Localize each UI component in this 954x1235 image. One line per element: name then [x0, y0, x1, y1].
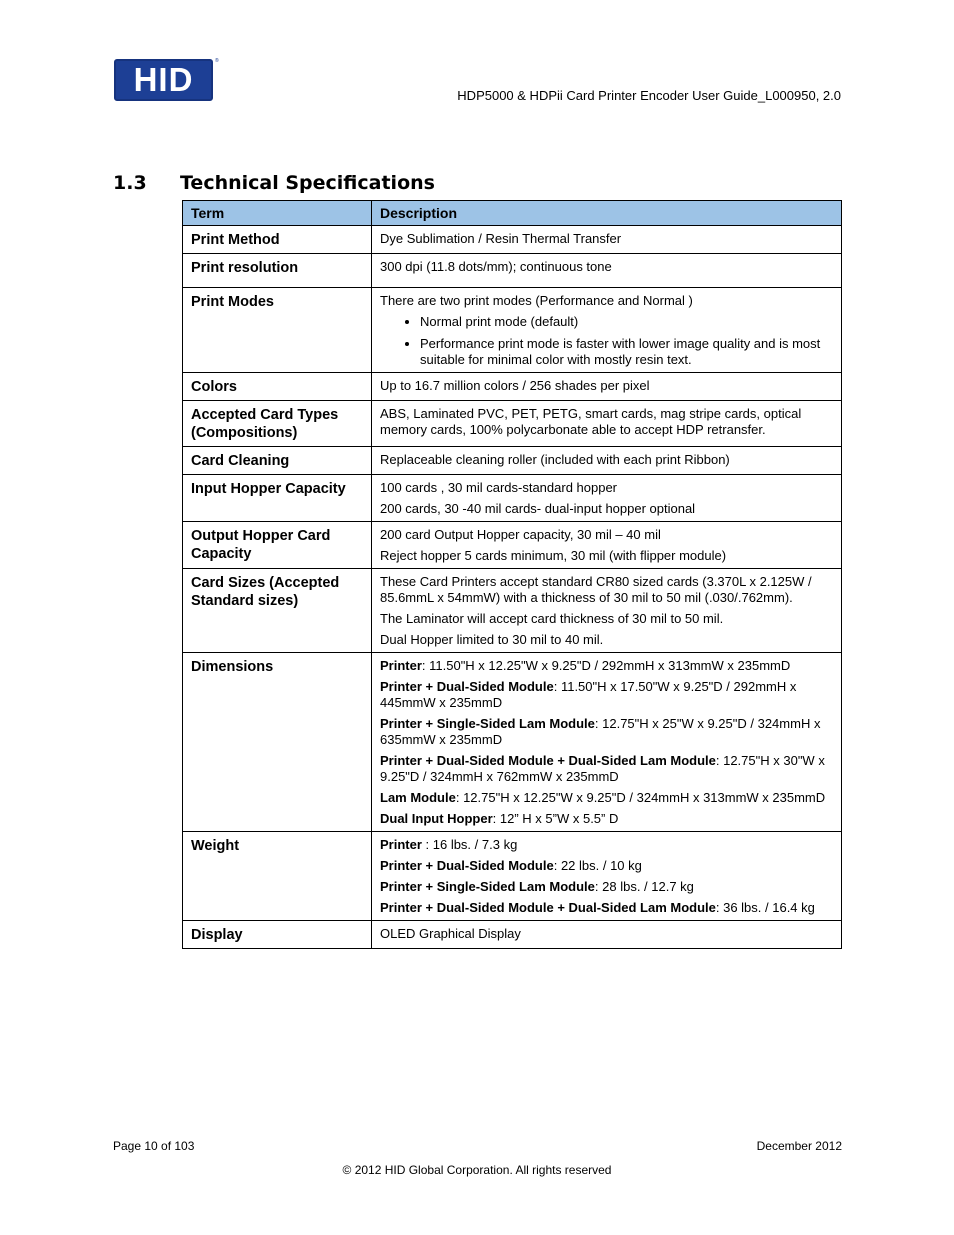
spec-item [380, 790, 833, 806]
page-number: Page 10 of 103 [113, 1139, 195, 1153]
spec-value: : 22 lbs. / 10 kg [553, 858, 642, 873]
description-cell: OLED Graphical Display [372, 921, 842, 949]
description-cell [372, 522, 842, 569]
description-cell [372, 569, 842, 653]
spec-label: Printer + Single-Sided Lam Module [380, 716, 595, 731]
spec-value: : 12” H x 5”W x 5.5” D [492, 811, 619, 826]
spec-item [380, 858, 833, 874]
term-cell: Card Sizes (Accepted Standard sizes) [183, 569, 372, 653]
term-cell: Output Hopper Card Capacity [183, 522, 372, 569]
table-row [183, 447, 842, 475]
spec-label: Printer [380, 837, 422, 852]
term-cell: Weight [183, 832, 372, 921]
table-row [183, 226, 842, 254]
spec-item [380, 900, 833, 916]
section-heading [113, 172, 435, 194]
description-line: 200 card Output Hopper capacity, 30 mil – 40 mil [380, 527, 661, 542]
spec-value: : 11.50"H x 12.25"W x 9.25"D / 292mmH x 313mmW x 235mmD [421, 658, 791, 673]
spec-item [380, 837, 833, 853]
document-title: HDP5000 & HDPii Card Printer Encoder User Guide_L000950, 2.0 [457, 88, 841, 103]
description-line: 100 cards , 30 mil cards-standard hopper [380, 480, 618, 495]
publication-date: December 2012 [756, 1139, 842, 1153]
spec-value: : 16 lbs. / 7.3 kg [421, 837, 518, 852]
spec-item [380, 679, 833, 711]
registered-mark: ® [215, 58, 219, 64]
description-line: These Card Printers accept standard CR80 sized cards (3.370L x 2.125W / 85.6mmL x 54mmW) with a thickness of 30 mil to 50 mil (.030/.762mm). [380, 574, 812, 605]
term-cell: Accepted Card Types (Compositions) [183, 401, 372, 447]
table-row [183, 254, 842, 288]
description-line: Reject hopper 5 cards minimum, 30 mil (with flipper module) [380, 548, 727, 563]
term-cell: Print Modes [183, 288, 372, 373]
spec-item [380, 753, 833, 785]
term-cell: Input Hopper Capacity [183, 475, 372, 522]
description-line: Dual Hopper limited to 30 mil to 40 mil. [380, 632, 604, 647]
description-cell [372, 288, 842, 373]
term-cell: Print resolution [183, 254, 372, 288]
description-cell [372, 653, 842, 832]
spec-value: : 12.75"H x 12.25"W x 9.25"D / 324mmH x 313mmW x 235mmD [455, 790, 826, 805]
description-cell: Dye Sublimation / Resin Thermal Transfer [372, 226, 842, 254]
description-cell: ABS, Laminated PVC, PET, PETG, smart cards, mag stripe cards, optical memory cards, 100% polycarbonate able to accept HDP retransfer. [372, 401, 842, 447]
hid-logo: HID [114, 59, 213, 101]
list-item: • Performance print mode is faster with lower image quality and is most suitable for minimal color with mostly resin text. [420, 336, 833, 368]
table-row [183, 522, 842, 569]
term-cell: Colors [183, 373, 372, 401]
spec-label: Printer + Dual-Sided Module + Dual-Sided Lam Module [380, 753, 716, 768]
table-row [183, 921, 842, 949]
spec-item [380, 716, 833, 748]
list-item: • Normal print mode (default) [420, 314, 833, 330]
spec-item [380, 658, 833, 674]
description-line: The Laminator will accept card thickness of 30 mil to 50 mil. [380, 611, 724, 626]
column-header-term: Term [183, 201, 372, 226]
bullet-list [380, 314, 833, 368]
spec-label: Printer + Dual-Sided Module [380, 679, 554, 694]
table-header-row [183, 201, 842, 226]
table-row [183, 832, 842, 921]
term-cell: Display [183, 921, 372, 949]
specifications-table [182, 200, 842, 949]
spec-value: : 36 lbs. / 16.4 kg [715, 900, 815, 915]
term-cell: Card Cleaning [183, 447, 372, 475]
table-row [183, 475, 842, 522]
section-number: 1.3 [113, 172, 147, 194]
section-title: Technical Specifications [180, 172, 435, 194]
spec-item [380, 811, 833, 827]
term-cell: Print Method [183, 226, 372, 254]
spec-label: Printer + Dual-Sided Module + Dual-Sided Lam Module [380, 900, 716, 915]
spec-label: Printer + Single-Sided Lam Module [380, 879, 595, 894]
spec-value: : 11.50"H x 17.50"W x 9.25"D / 292mmH x 445mmW x 235mmD [380, 679, 797, 710]
description-cell: Replaceable cleaning roller (included with each print Ribbon) [372, 447, 842, 475]
spec-value: : 28 lbs. / 12.7 kg [594, 879, 694, 894]
description-cell: 300 dpi (11.8 dots/mm); continuous tone [372, 254, 842, 288]
spec-label: Dual Input Hopper [380, 811, 493, 826]
spec-label: Lam Module [380, 790, 456, 805]
table-row [183, 401, 842, 447]
description-line: 200 cards, 30 -40 mil cards- dual-input hopper optional [380, 501, 696, 516]
copyright-notice: © 2012 HID Global Corporation. All rights reserved [342, 1163, 612, 1177]
table-row [183, 569, 842, 653]
description-cell: Up to 16.7 million colors / 256 shades per pixel [372, 373, 842, 401]
spec-label: Printer + Dual-Sided Module [380, 858, 554, 873]
table-row [183, 653, 842, 832]
description-text: There are two print modes (Performance and Normal ) [380, 293, 693, 308]
description-cell [372, 475, 842, 522]
spec-value: : 12.75"H x 25"W x 9.25"D / 324mmH x 635mmW x 235mmD [380, 716, 821, 747]
spec-label: Printer [380, 658, 422, 673]
table-row [183, 288, 842, 373]
spec-item [380, 879, 833, 895]
term-cell: Dimensions [183, 653, 372, 832]
description-cell [372, 832, 842, 921]
column-header-description: Description [372, 201, 842, 226]
spec-value: : 12.75"H x 30"W x 9.25"D / 324mmH x 762mmW x 235mmD [380, 753, 825, 784]
table-row [183, 373, 842, 401]
